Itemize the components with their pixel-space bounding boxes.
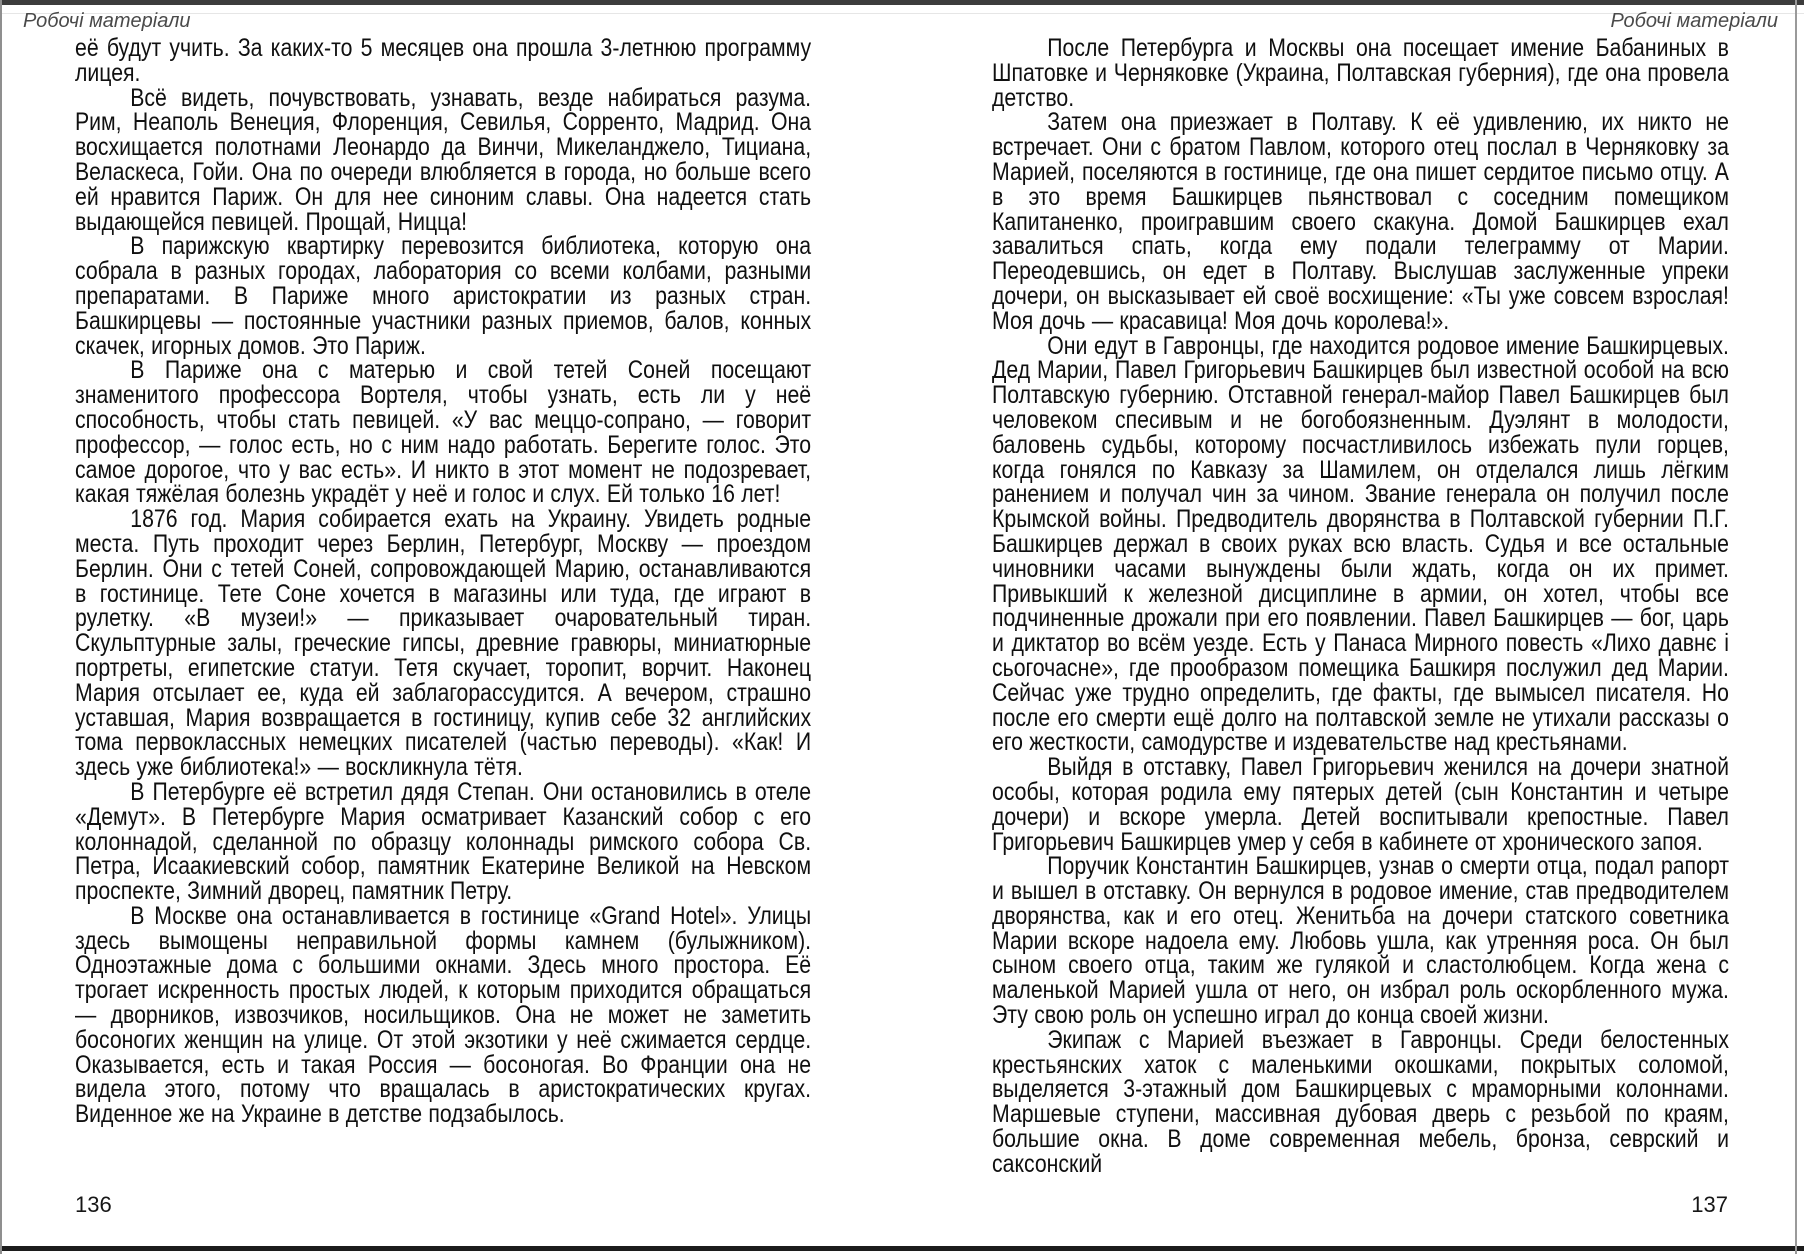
body-text-left [75,36,811,1127]
paragraph: Всё видеть, почувствовать, узнавать, везде набираться разума. Рим, Неаполь Венеция, Флоренция, Севилья, Сорренто, Мадрид. Она восхищается полотнами Леонардо да Винчи, Микеланджело, Тициана, Веласкеса, Гойи. Она по очереди влюбляется в города, но больше всего ей нравится Париж. Он для нее синоним славы. Она надеется стать выдающейся певицей. Прощай, Ницца! [75,83,812,236]
running-header-right: Робочі матеріали [1610,10,1778,32]
paragraph: В Петербурге её встретил дядя Степан. Они остановились в отеле «Демут». В Петербурге Мария осматривает Казанский собор с его колоннадой, сделанной по образцу колоннады римского собора Св. Петра, Исаакиевский собор, памятник Екатерине Великой на Невском проспекте, Зимний дворец, памятник Петру. [75,777,812,906]
left-edge-line [0,0,2,1254]
page-number-right: 137 [1691,1192,1728,1217]
paragraph: В Москве она останавливается в гостинице «Grand Hotel». Улицы здесь вымощены неправильной формы камнем (булыжником). Одноэтажные дома с большими окнами. Здесь много простора. Её трогает искренность простых людей, к которым приходится обращаться — дворников, извозчиков, носильщиков. Она не может не заметить босоногих женщин на улице. От этой экзотики у неё сжимается сердце. Оказывается, есть и такая Россия — босоногая. Во Франции она не видела этого, потому что вращалась в аристократических кругах. Виденное же на Украине в детстве подзабылось. [75,901,812,1129]
body-text-left-paragraphs [75,36,811,1127]
body-text-right-paragraphs [992,36,1729,1177]
top-edge-line [0,0,1804,5]
paragraph: её будут учить. За каких-то 5 месяцев она прошла 3-летнюю программу лицея. [75,34,812,87]
paragraph: В Париже она с матерью и свой тетей Соней посещают знаменитого профессора Вортеля, чтобы узнать, есть ли у неё способность, чтобы стать певицей. «У вас меццо-сопрано, — говорит профессор, — голос есть, но с ним надо работать. Берегите голос. Это самое дорогое, что у вас есть». И никто в этот момент не подозревает, какая тяжёлая болезнь украдёт у неё и голос и слух. Ей только 16 лет! [75,356,812,509]
paragraph: После Петербурга и Москвы она посещает имение Бабаниных в Шпатовке и Черняковке (Украина, Полтавская губерния), где она провела детство. [992,34,1729,112]
running-header-left: Робочі матеріали [23,10,191,32]
paragraph: 1876 год. Мария собирается ехать на Украину. Увидеть родные места. Путь проходит через Берлин, Петербург, Москву — проездом Берлин. Они с тетей Соней, сопровождающей Марию, останавливаются в гостинице. Тете Соне хочется в магазины или туда, где играют в рулетку. «В музеи!» — приказывает очаровательный тиран. Скульптурные залы, греческие гипсы, древние гравюры, миниатюрные портреты, египетские статуи. Тетя скучает, торопит, ворчит. Наконец Мария отсылает ее, куда ей заблагорассудится. А вечером, страшно уставшая, Мария возвращается в гостиницу, купив себе 32 английских тома первоклассных немецких писателей (частью переводы). «Как! И здесь уже библиотека!» — воскликнула тётя. [75,505,812,782]
paragraph: Они едут в Гавронцы, где находится родовое имение Башкирцевых. Дед Марии, Павел Григорьевич Башкирцев был известной особой на всю Полтавскую губернию. Отставной генерал-майор Павел Башкирцев был человеком спесивым и не богобоязненным. Дуэлянт в молодости, баловень судьбы, которому посчастливилось избежать пули горцев, когда гонялся по Кавказу за Шамилем, он отделался лишь лёгким ранением и получал чин за чином. Звание генерала он получил после Крымской войны. Предводитель дворянства в Полтавской губернии П.Г. Башкирцев держал в своих руках всю власть. Судья и все остальные чиновники часами вынуждены были ждать, когда он их примет. Привыкший к железной дисциплине в армии, он хотел, чтобы все подчиненные дрожали при его появлении. Павел Башкирцев — бог, царь и диктатор во всём уезде. Есть у Панаса Мирного повесть «Лихо давнє і сьогочасне», где прообразом помещика Башкиря послужил дед Марии. Сейчас уже трудно определить, где факты, где вымысел писателя. Но после его смерти ещё долго на полтавской земле не утихали рассказы о его жесткости, самодурстве и издевательстве над крестьянами. [992,331,1729,757]
bottom-edge-line [0,1246,1804,1251]
right-edge-line [1795,0,1797,1254]
paragraph: Выйдя в отставку, Павел Григорьевич женился на дочери знатной особы, которая родила ему пятерых детей (сын Константин и четыре дочери) и вскоре умерла. Детей воспитывали крепостные. Павел Григорьевич Башкирцев умер у себя в кабинете от хронического запоя. [992,753,1729,856]
body-text-right [992,36,1729,1177]
paragraph: Затем она приезжает в Полтаву. К её удивлению, их никто не встречает. Они с братом Павлом, которого отец послал в Черняковку за Марией, поселяются в гостинице, где она пишет сердитое письмо отцу. А в это время Башкирцев пьянствовал с соседним помещиком Капитаненко, проигравшим своего скакуна. Домой Башкирцев ехал завалиться спать, когда ему подали телеграмму от Марии. Переодевшись, он едет в Полтаву. Выслушав заслуженные упреки дочери, он высказывает ей своё восхищение: «Ты уже совсем взрослая! Моя дочь — красавица! Моя дочь королева!». [992,108,1729,335]
page-number-left: 136 [75,1192,112,1217]
paragraph: В парижскую квартирку перевозится библиотека, которую она собрала в разных городах, лаборатория со всеми колбами, разными препаратами. В Париже много аристократии из разных стран. Башкирцевы — постоянные участники разных приемов, балов, конных скачек, игорных домов. Это Париж. [75,232,812,360]
paragraph: Поручик Константин Башкирцев, узнав о смерти отца, подал рапорт и вышел в отставку. Он вернулся в родовое имение, став предводителем дворянства, как и его отец. Женитьба на дочери статского советника Марии вскоре надоела ему. Любовь ушла, как утренняя роса. Он был сыном своего отца, таким же гулякой и сластолюбцем. Когда жена с маленькой Марией ушла от него, он избрал роль оскорбленного мужа. Эту свою роль он успешно играл до конца своей жизни. [992,852,1729,1030]
top-edge-shadow [0,13,1804,14]
paragraph: Экипаж с Марией въезжает в Гавронцы. Среди белостенных крестьянских хаток с маленькими окошками, покрытых соломой, выделяется 3-этажный дом Башкирцевых с мраморными колоннами. Маршевые ступени, массивная дубовая дверь с резьбой по краям, большие окна. В доме современная мебель, бронза, севрский и саксонский [992,1025,1729,1178]
